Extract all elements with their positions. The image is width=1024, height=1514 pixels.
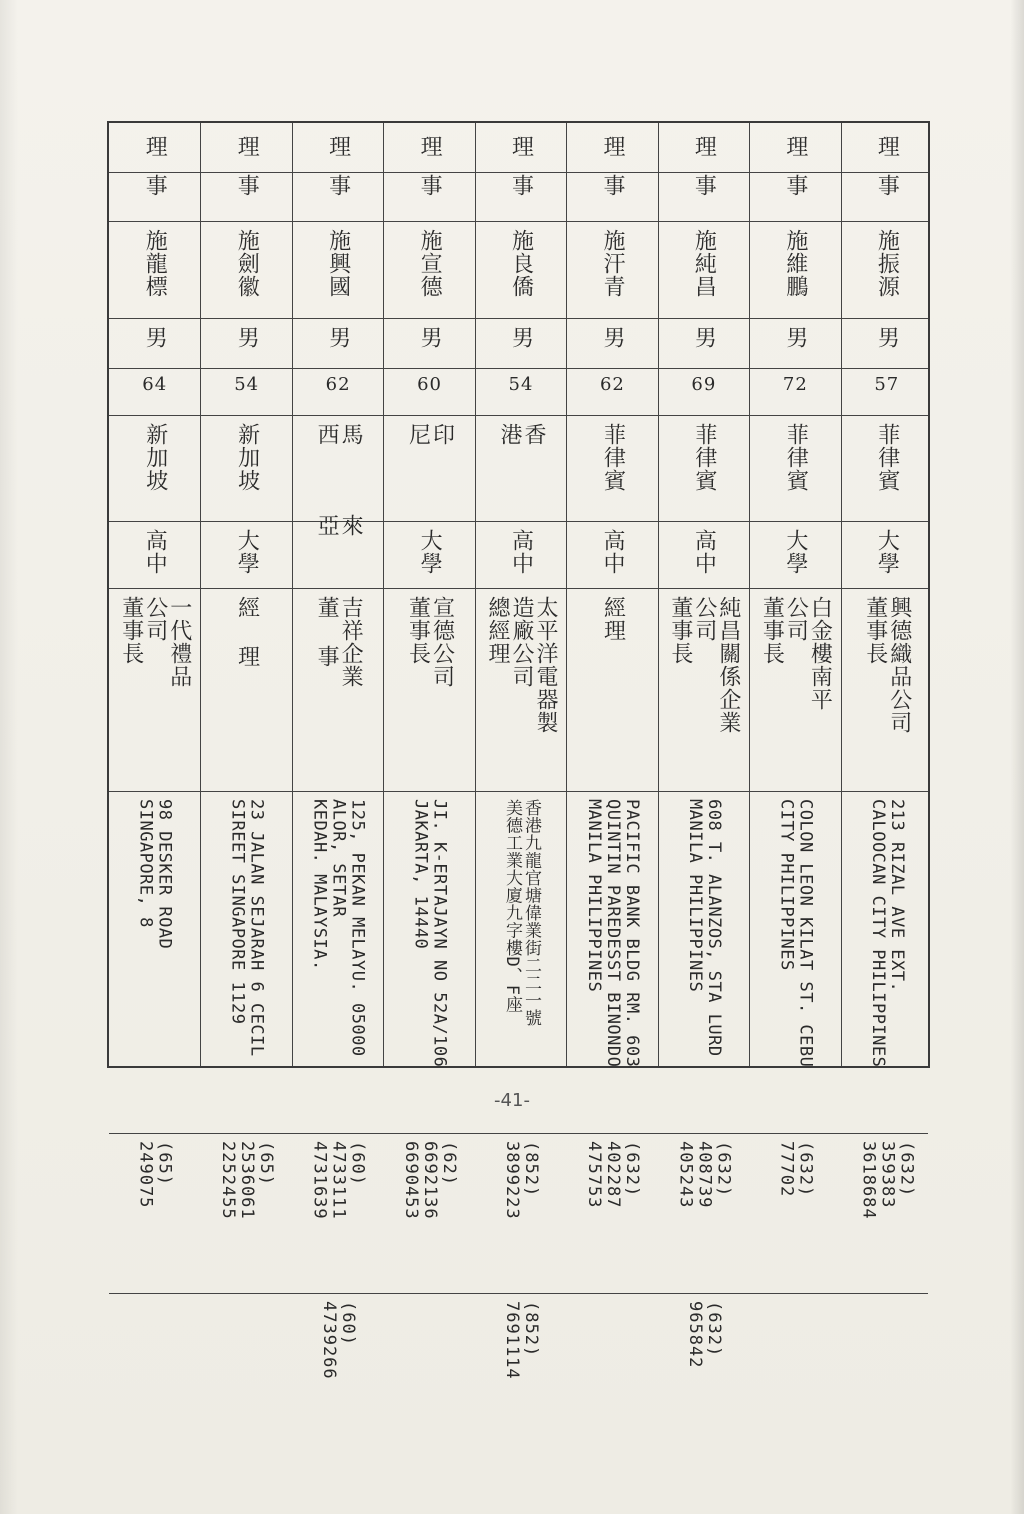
address-line: CALOOCAN CITY PHILIPPINES <box>867 799 888 1068</box>
phone1-line: (632) <box>795 1141 816 1198</box>
company-position-line: 興德織品公司 <box>886 596 912 734</box>
company-position-line: 董事長 <box>667 596 693 665</box>
address-line: PACIFIC BANK BLDG RM. 603 <box>621 799 642 1068</box>
sex-text: 男 <box>782 326 808 349</box>
company-position-line: 董事長 <box>759 596 785 665</box>
title-char: 理 <box>691 135 717 158</box>
company-position-cell <box>109 596 200 789</box>
nationality-cell <box>659 423 749 519</box>
age-text: 62 <box>599 374 625 395</box>
member-column <box>200 123 291 1220</box>
age-text: 54 <box>508 374 534 395</box>
title-char: 事 <box>691 174 717 197</box>
education-cell <box>750 529 840 586</box>
name-text: 施良僑 <box>508 229 534 298</box>
phone1-line: (852) <box>520 1141 541 1198</box>
education-cell <box>293 529 383 586</box>
company-position-line: 總經理 <box>484 596 510 665</box>
age-cell <box>293 376 383 413</box>
sex-cell <box>476 326 566 366</box>
nationality-cell <box>201 423 291 519</box>
nationality-line: 菲律賓 <box>874 423 900 492</box>
company-position-line: 太平洋電器製 <box>532 596 558 734</box>
nationality-cell <box>750 423 840 519</box>
title-cell <box>384 135 474 225</box>
sex-text: 男 <box>874 326 900 349</box>
nationality-line: 西 亞 <box>314 423 340 558</box>
company-position-line: 董 事 <box>314 596 340 668</box>
company-position-line: 經 理 <box>234 596 260 668</box>
phone1-line: 4731639 <box>309 1141 330 1220</box>
nationality-line: 菲律賓 <box>783 423 809 492</box>
name-text: 施龍標 <box>142 229 168 298</box>
nationality-line: 港 <box>496 423 522 446</box>
title-cell <box>567 135 657 225</box>
name-cell <box>842 229 932 316</box>
title-char: 理 <box>234 135 260 158</box>
nationality-cell <box>567 423 657 519</box>
nationality-line: 香 <box>520 423 546 446</box>
name-text: 施興國 <box>325 229 351 298</box>
education-text: 高中 <box>508 529 534 575</box>
age-cell <box>659 376 749 413</box>
title-cell <box>109 135 200 225</box>
row-divider <box>109 1133 928 1134</box>
title-cell <box>201 135 291 225</box>
address-line: 98 DESKER ROAD <box>154 799 175 950</box>
phone1-line: 405243 <box>675 1141 696 1209</box>
address-line: QUINTIN PAREDESST BINONDO <box>602 799 623 1068</box>
name-cell <box>567 229 657 316</box>
company-position-cell <box>293 596 383 789</box>
sex-cell <box>567 326 657 366</box>
nationality-cell <box>476 423 566 519</box>
address-cell <box>659 799 749 1131</box>
phone1-line: (65) <box>256 1141 277 1186</box>
title-cell <box>293 135 383 225</box>
company-position-line: 董事長 <box>405 596 431 665</box>
education-text: 高中 <box>142 529 168 575</box>
age-text: 64 <box>142 374 168 395</box>
sex-text: 男 <box>691 326 717 349</box>
nationality-line: 印 <box>429 423 455 446</box>
phone1-line: 6692136 <box>420 1141 441 1220</box>
member-column <box>841 123 932 1220</box>
title-char: 理 <box>599 135 625 158</box>
title-char: 事 <box>874 174 900 197</box>
nationality-line: 尼 <box>405 423 431 446</box>
company-position-line: 白金樓南平 <box>807 596 833 711</box>
nationality-line: 菲律賓 <box>600 423 626 492</box>
phone1-line: 77702 <box>776 1141 797 1198</box>
sex-text: 男 <box>234 326 260 349</box>
name-text: 施劍徽 <box>234 229 260 298</box>
address-line: 608 T. ALANZOS, STA LURD <box>703 799 724 1057</box>
address-line: JI. K-ERTAJAYN NO 52A/106 <box>429 799 450 1068</box>
phone1-line: 475753 <box>583 1141 604 1209</box>
age-cell <box>384 376 474 413</box>
phone1-line: (62) <box>439 1141 460 1186</box>
nationality-cell <box>384 423 474 519</box>
company-position-cell <box>750 596 840 789</box>
phone-alt-cell <box>476 1301 566 1380</box>
address-cell <box>384 799 474 1131</box>
education-cell <box>384 529 474 586</box>
phone1-line: (632) <box>713 1141 734 1198</box>
address-line: 美德工業大廈九字樓D、F座 <box>501 799 522 1013</box>
company-position-line: 一代禮品 <box>166 596 192 688</box>
sex-cell <box>201 326 291 366</box>
sex-cell <box>109 326 200 366</box>
company-position-line: 造廠公司 <box>508 596 534 688</box>
company-position-line: 董事長 <box>118 596 144 665</box>
address-line: SIREET SINGAPORE 1129 <box>227 799 248 1025</box>
education-cell <box>201 529 291 586</box>
education-cell <box>567 529 657 586</box>
sex-cell <box>659 326 749 366</box>
phone1-line: 3899223 <box>501 1141 522 1220</box>
member-column <box>658 123 749 1369</box>
phone-cell <box>842 1141 932 1291</box>
address-line: CITY PHILIPPINES <box>776 799 797 971</box>
sex-text: 男 <box>417 326 443 349</box>
member-column <box>292 123 383 1380</box>
name-text: 施純昌 <box>691 229 717 298</box>
phone1-line: (65) <box>154 1141 175 1186</box>
company-position-cell <box>567 596 657 789</box>
education-text: 高中 <box>691 529 717 575</box>
title-char: 事 <box>325 174 351 197</box>
age-cell <box>109 376 200 413</box>
title-char: 理 <box>874 135 900 158</box>
age-text: 69 <box>691 374 717 395</box>
phone-alt-cell <box>293 1301 383 1380</box>
phone-cell <box>201 1141 291 1291</box>
title-char: 理 <box>782 135 808 158</box>
phone1-line: (60) <box>347 1141 368 1186</box>
address-line: 23 JALAN SEJARAH 6 CECIL <box>246 799 267 1057</box>
nationality-line: 馬 來 <box>338 423 364 558</box>
title-cell <box>750 135 840 225</box>
phone1-line: 6690453 <box>401 1141 422 1220</box>
company-position-line: 董事長 <box>862 596 888 665</box>
address-line: 香港九龍官塘偉業街二二一號 <box>520 799 541 1027</box>
title-char: 理 <box>142 135 168 158</box>
address-cell <box>750 799 840 1131</box>
company-position-cell <box>476 596 566 789</box>
education-text: 大學 <box>417 529 443 575</box>
sex-text: 男 <box>599 326 625 349</box>
name-text: 施汗青 <box>599 229 625 298</box>
nationality-cell <box>293 423 383 558</box>
age-text: 72 <box>782 374 808 395</box>
nationality-line: 新加坡 <box>234 423 260 492</box>
title-cell <box>842 135 932 225</box>
age-cell <box>567 376 657 413</box>
company-position-line: 公司 <box>142 596 168 642</box>
age-text: 54 <box>234 374 260 395</box>
sex-cell <box>842 326 932 366</box>
phone1-line: 249075 <box>135 1141 156 1209</box>
name-cell <box>201 229 291 316</box>
phone1-line: 408739 <box>694 1141 715 1209</box>
phone2-line: (632) <box>703 1301 724 1358</box>
company-position-line: 經理 <box>600 596 626 642</box>
company-position-line: 宣德公司 <box>429 596 455 688</box>
phone1-line: 359383 <box>877 1141 898 1209</box>
age-cell <box>842 376 932 413</box>
education-text: 高中 <box>599 529 625 575</box>
phone-cell <box>750 1141 840 1291</box>
title-char: 事 <box>142 174 168 197</box>
age-cell <box>201 376 291 413</box>
company-position-cell <box>659 596 749 789</box>
company-position-line: 吉祥企業 <box>338 596 364 688</box>
education-cell <box>476 529 566 586</box>
name-text: 施維鵬 <box>782 229 808 298</box>
company-position-line: 純昌關係企業 <box>715 596 741 734</box>
phone1-line: (632) <box>621 1141 642 1198</box>
name-cell <box>659 229 749 316</box>
title-cell <box>476 135 566 225</box>
address-line: 213 RIZAL AVE EXT. <box>886 799 907 993</box>
phone1-line: 4733111 <box>328 1141 349 1220</box>
phone-alt-cell <box>659 1301 749 1368</box>
nationality-cell <box>842 423 932 519</box>
age-text: 62 <box>325 374 351 395</box>
phone1-line: 3618684 <box>858 1141 879 1220</box>
address-line: 125, PEKAN MELAYU. 05000 <box>347 799 368 1057</box>
phone-cell <box>659 1141 749 1291</box>
phone-cell <box>384 1141 474 1291</box>
sex-text: 男 <box>508 326 534 349</box>
name-text: 施振源 <box>874 229 900 298</box>
phone2-line: 965842 <box>684 1301 705 1369</box>
age-cell <box>476 376 566 413</box>
company-position-line: 公司 <box>691 596 717 642</box>
page-edge-shadow <box>1010 0 1024 1514</box>
phone1-line: 2536061 <box>237 1141 258 1220</box>
phone-cell <box>567 1141 657 1291</box>
address-line: JAKARTA, 14440 <box>410 799 431 950</box>
sex-text: 男 <box>142 326 168 349</box>
sex-cell <box>293 326 383 366</box>
name-cell <box>750 229 840 316</box>
education-cell <box>659 529 749 586</box>
phone1-line: 2252455 <box>218 1141 239 1220</box>
address-cell <box>476 799 566 1131</box>
address-line: SINGAPORE, 8 <box>135 799 156 928</box>
address-cell <box>293 799 383 1131</box>
education-cell <box>109 529 200 586</box>
phone1-line: 402287 <box>602 1141 623 1209</box>
name-cell <box>109 229 200 316</box>
nationality-line: 新加坡 <box>142 423 168 492</box>
phone1-line: (632) <box>896 1141 917 1198</box>
member-column <box>109 123 200 1209</box>
company-position-cell <box>201 596 291 789</box>
nationality-cell <box>109 423 200 519</box>
address-line: MANILA PHILIPPINES <box>583 799 604 993</box>
phone2-line: 7691114 <box>501 1301 522 1380</box>
company-position-cell <box>384 596 474 789</box>
age-cell <box>750 376 840 413</box>
education-text: 大學 <box>874 529 900 575</box>
address-cell <box>567 799 657 1131</box>
education-text: 大學 <box>234 529 260 575</box>
phone2-line: (60) <box>338 1301 359 1346</box>
education-cell <box>842 529 932 586</box>
age-text: 57 <box>874 374 900 395</box>
phone-cell <box>109 1141 200 1291</box>
sex-cell <box>750 326 840 366</box>
address-line: COLON LEON KILAT ST. CEBU <box>795 799 816 1068</box>
nationality-line: 菲律賓 <box>691 423 717 492</box>
member-column <box>749 123 840 1198</box>
member-column <box>383 123 474 1220</box>
education-text: 大學 <box>782 529 808 575</box>
name-text: 施宣德 <box>417 229 443 298</box>
title-char: 事 <box>417 174 443 197</box>
phone-cell <box>476 1141 566 1291</box>
title-char: 事 <box>599 174 625 197</box>
sex-text: 男 <box>325 326 351 349</box>
title-cell <box>659 135 749 225</box>
title-char: 事 <box>782 174 808 197</box>
name-cell <box>476 229 566 316</box>
address-cell <box>201 799 291 1131</box>
phone-cell <box>293 1141 383 1291</box>
member-column <box>566 123 657 1209</box>
address-line: KEDAH. MALAYSIA. <box>309 799 330 971</box>
title-char: 事 <box>508 174 534 197</box>
company-position-cell <box>842 596 932 789</box>
name-cell <box>384 229 474 316</box>
title-char: 理 <box>508 135 534 158</box>
phone2-line: (852) <box>520 1301 541 1358</box>
address-line: MANILA PHILIPPINES <box>684 799 705 993</box>
company-position-line: 公司 <box>783 596 809 642</box>
page-number: -41- <box>494 1090 530 1111</box>
title-char: 理 <box>417 135 443 158</box>
phone2-line: 4739266 <box>319 1301 340 1380</box>
title-char: 理 <box>325 135 351 158</box>
name-cell <box>293 229 383 316</box>
row-divider <box>109 1293 928 1294</box>
address-cell <box>109 799 200 1131</box>
sex-cell <box>384 326 474 366</box>
address-cell <box>842 799 932 1131</box>
address-line: ALOR, SETAR <box>328 799 349 918</box>
age-text: 60 <box>417 374 442 395</box>
title-char: 事 <box>234 174 260 197</box>
